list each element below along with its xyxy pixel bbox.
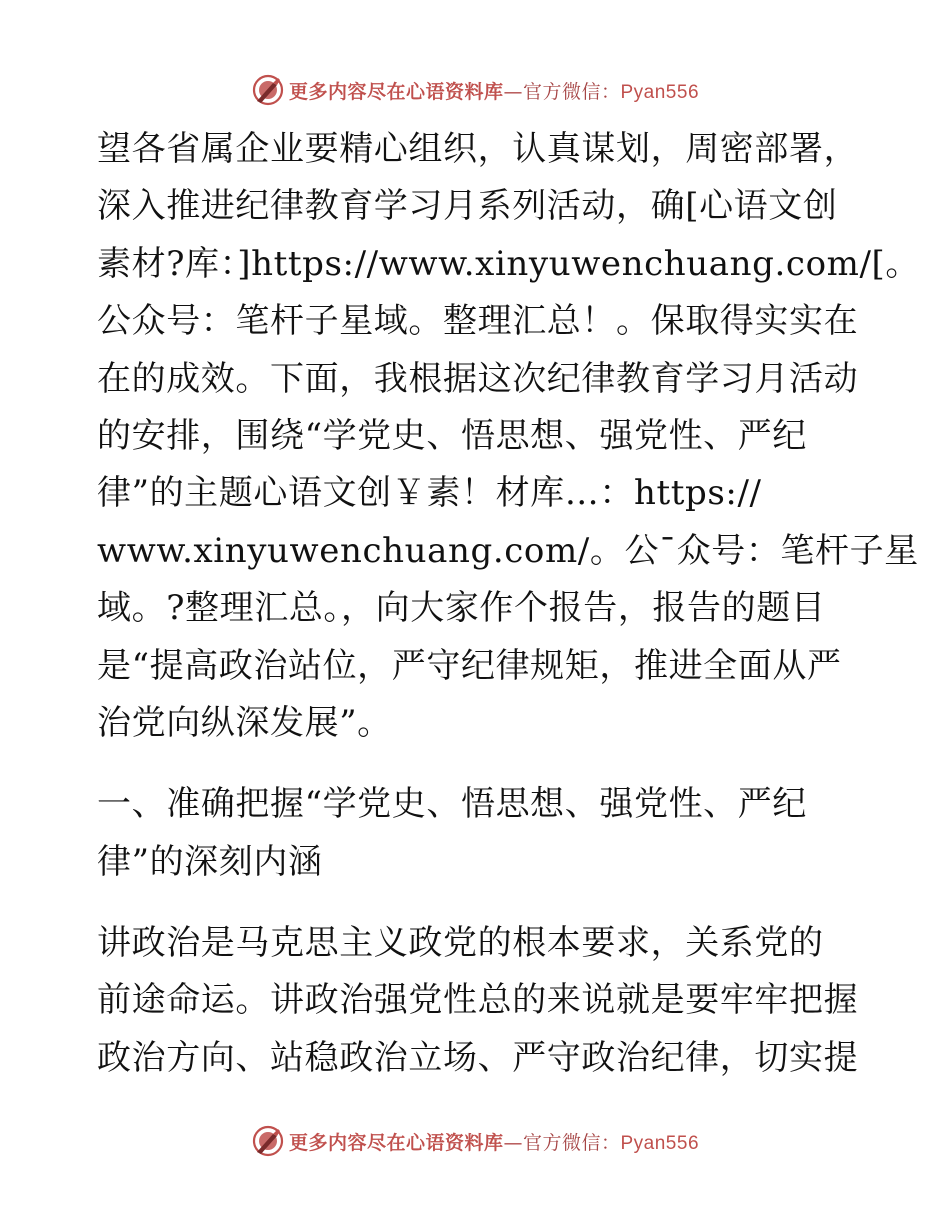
text-line: 律”的主题心语文创￥素！材库…：https:// — [97, 473, 762, 514]
text-line: 素材?库：]https://www.xinyuwenchuang.com/[。 — [97, 243, 920, 284]
banner-title: 更多内容尽在心语资料库 — [288, 1131, 504, 1154]
pen-logo-icon — [251, 73, 285, 107]
banner-text — [289, 77, 699, 104]
banner-dash: — — [503, 80, 523, 103]
heading-line: 律”的深刻内涵 — [97, 841, 323, 882]
text-line: 公众号：笔杆子星域。整理汇总！。保取得实实在 — [97, 301, 859, 342]
text-line: 域。?整理汇总。，向大家作个报告，报告的题目 — [97, 588, 826, 629]
text-line: 深入推进纪律教育学习月系列活动，确[心语文创 — [97, 186, 838, 227]
pen-logo-icon — [251, 1124, 285, 1158]
banner-text — [289, 1128, 699, 1155]
text-line: 政治方向、站稳政治立场、严守政治纪律，切实提 — [97, 1037, 859, 1078]
text-line: 前途命运。讲政治强党性总的来说就是要牢牢把握 — [97, 980, 859, 1021]
text-line: 讲政治是马克思主义政党的根本要求，关系党的 — [97, 923, 824, 964]
banner-title: 更多内容尽在心语资料库 — [288, 80, 504, 103]
text-line: 是“提高政治站位，严守纪律规矩，推进全面从严 — [97, 645, 842, 686]
text-line: www.xinyuwenchuang.com/。公¯众号：笔杆子星 — [97, 530, 919, 571]
text-line: 治党向纵深发展”。 — [97, 702, 392, 743]
banner-wechat-label: 官方微信： — [522, 1131, 621, 1154]
section-heading — [97, 776, 857, 891]
paragraph-gap — [97, 752, 857, 776]
paragraph-body — [97, 915, 857, 1087]
banner-wechat-id: Pyan556 — [620, 81, 700, 103]
banner-dash: — — [503, 1131, 523, 1154]
banner-wechat-id: Pyan556 — [620, 1132, 700, 1154]
text-line: 望各省属企业要精心组织，认真谋划，周密部署， — [97, 129, 859, 169]
paragraph-intro — [97, 121, 920, 752]
banner-wechat-label: 官方微信： — [522, 80, 621, 103]
text-line: 的安排，围绕“学党史、悟思想、强党性、严纪 — [97, 415, 807, 456]
footer-banner — [0, 1121, 950, 1161]
heading-line: 一、准确把握“学党史、悟思想、强党性、严纪 — [97, 784, 807, 825]
document-body — [97, 121, 920, 1087]
text-line: 在的成效。下面，我根据这次纪律教育学习月活动 — [97, 358, 859, 399]
paragraph-gap — [97, 891, 857, 915]
header-banner — [0, 70, 950, 110]
